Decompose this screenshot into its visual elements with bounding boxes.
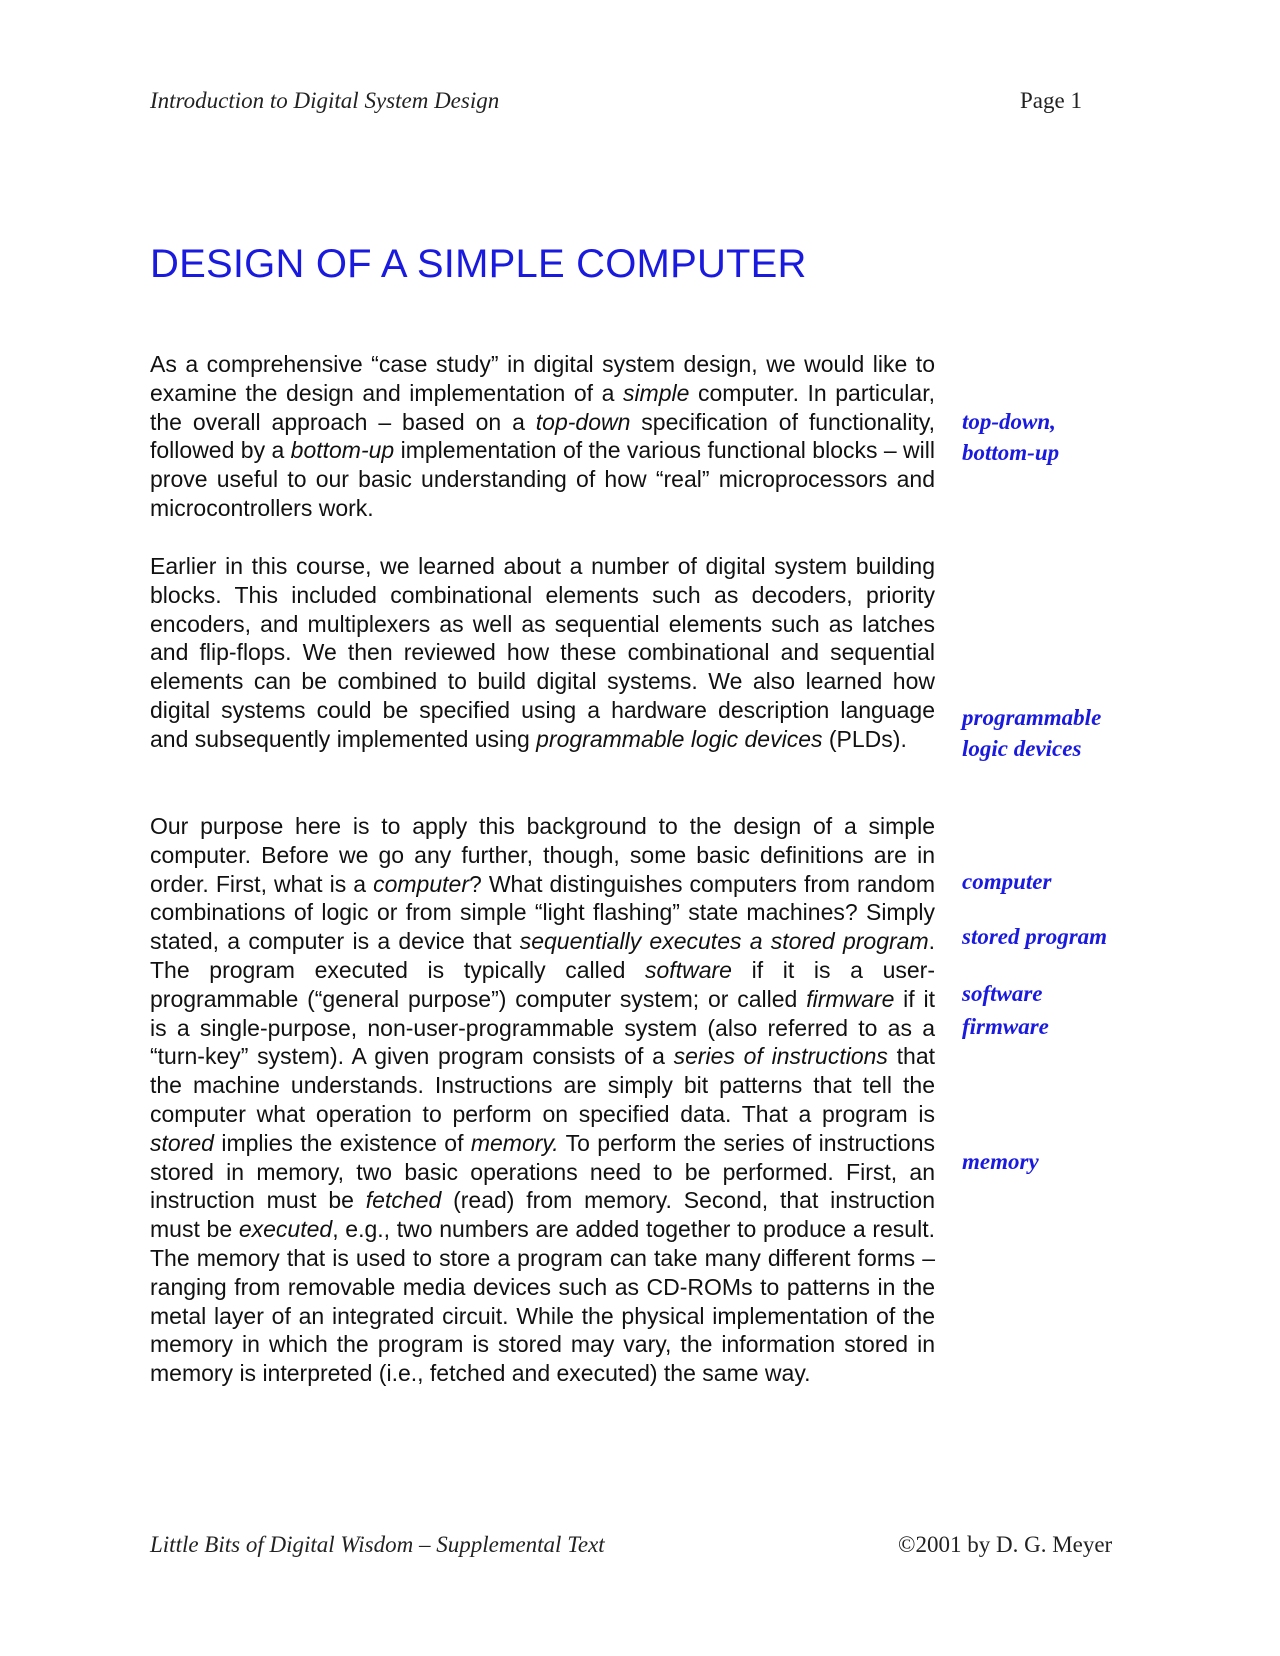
text-run: (PLDs). [822,725,907,752]
text-run: that the machine understands. Instructions are simply bit patterns that tell the computer what operation to perform on specified data. That a program is [150,1043,935,1127]
running-header-title: Introduction to Digital System Design [150,88,500,113]
emphasized-term: bottom-up [290,437,395,464]
emphasized-term: fetched [365,1187,442,1214]
page-title: DESIGN OF A SIMPLE COMPUTER [150,242,807,286]
margin-note-line: logic devices [962,736,1082,761]
text-run: As a comprehensive “case study” in digital system design, we would like to examine the design and implementation of a [150,351,935,406]
text-run: (read) from memory. Second, that instruction must be [150,1187,936,1243]
text-run: computer. In particular, the overall approach – based on a [150,379,935,435]
text-run: if it is a single-purpose, non-user-programmable system (also referred to as a “turn-key” system). A given program consists of a [150,985,936,1070]
text-run: Our purpose here is to apply this background to the design of a simple computer. Before we go any further, though, some basic definitions are in order. First, what is a [150,813,935,897]
text-run: . The program executed is typically called [150,928,935,983]
emphasized-term: stored [150,1129,214,1156]
margin-note-top-down-bottom-up [962,406,1059,468]
text-run: , e.g., two numbers are added together to produce a result. The memory that is used to store a program can take many different forms – ranging from removable media devices such as CD-ROMs to patterns in the metal layer of an integrated circuit. While the physical implementation of the memory in which the program is stored may vary, the information stored in memory is interpreted (i.e., fetched and executed) the same way. [150,1216,935,1387]
paragraph-definitions [150,812,935,1388]
emphasized-term: computer [373,870,469,897]
emphasized-term: executed [238,1216,333,1243]
margin-note-stored-program: stored program [962,924,1108,949]
margin-note-memory: memory [962,1149,1039,1174]
margin-note-line: bottom-up [962,440,1060,465]
margin-note-software: software [962,981,1043,1006]
text-run: implementation of the various functional blocks – will prove useful to our basic understanding of how “real” microprocessors and microcontrollers work. [150,437,935,521]
page-number: Page 1 [1020,88,1082,113]
emphasized-term: memory. [470,1129,559,1156]
margin-note-line: programmable [962,705,1102,730]
margin-note-line: top-down, [962,409,1056,434]
emphasized-term: simple [622,379,690,406]
emphasized-term: top-down [535,408,631,435]
footer-copyright: ©2001 by D. G. Meyer [898,1532,1113,1557]
emphasized-term: series of instructions [673,1043,888,1070]
text-run: Earlier in this course, we learned about a number of digital system building blocks. This included combinational elements such as decoders, priority encoders, and multiplexers as well as sequential elements such as latches and flip-flops. We then reviewed how these combinational and sequential elements can be combined to build digital systems. We also learned how digital systems could be specified using a hardware description language and subsequently implemented using [150,553,935,752]
emphasized-term: firmware [806,985,895,1012]
emphasized-term: programmable logic devices [536,725,823,752]
paragraph-intro [150,350,935,523]
text-run: specification of functionality, followed by a [150,408,935,464]
paragraph-background [150,552,935,754]
margin-note-programmable-logic-devices [962,702,1101,764]
margin-note-computer: computer [962,869,1052,894]
margin-note-firmware: firmware [962,1014,1049,1039]
footer-book-title: Little Bits of Digital Wisdom – Supplemental Text [150,1532,605,1557]
emphasized-term: software [645,956,732,983]
text-run: To perform the series of instructions stored in memory, two basic operations need to be performed. First, an instruction must be [150,1129,935,1214]
text-run: if it is a user-programmable (“general purpose”) computer system; or called [150,956,935,1012]
text-run: ? What distinguishes computers from random combinations of logic or from simple “light flashing” state machines? Simply stated, a computer is a device that [150,870,935,955]
emphasized-term: sequentially executes a stored program [519,928,929,955]
text-run: implies the existence of [213,1129,471,1156]
